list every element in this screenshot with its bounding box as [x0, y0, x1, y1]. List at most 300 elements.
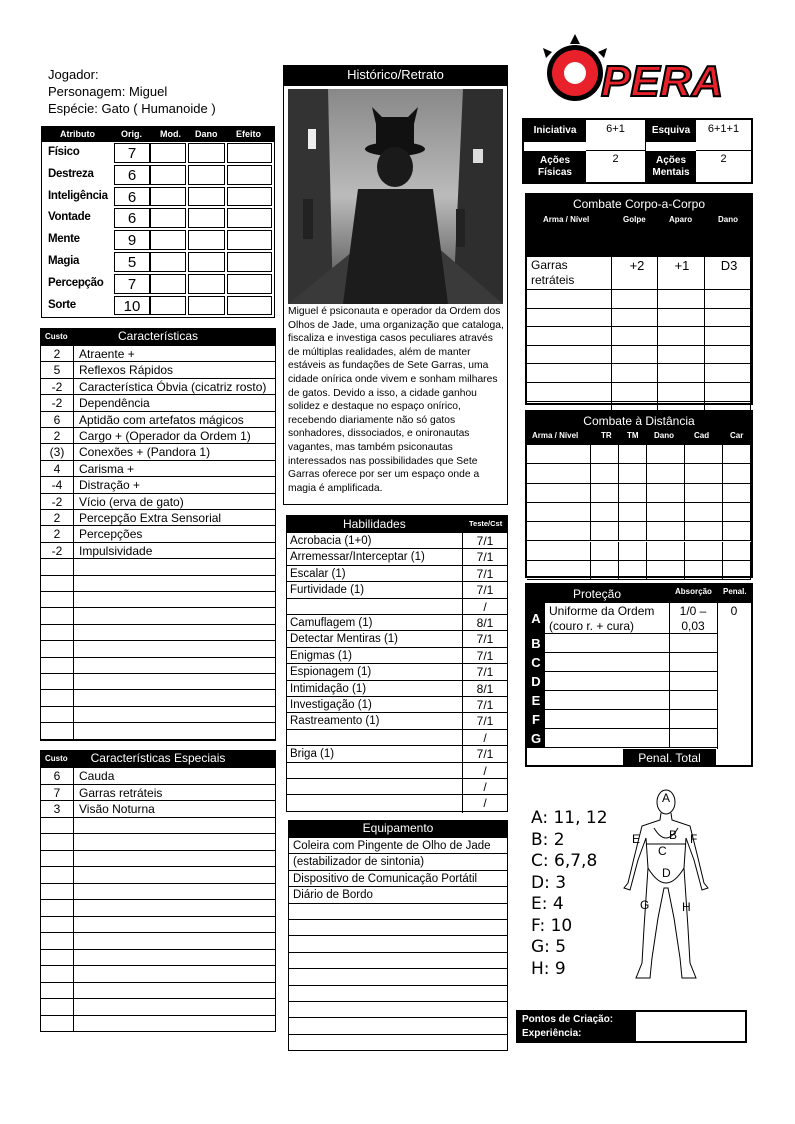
ranged-cell[interactable]: [647, 445, 685, 464]
skill-value: 7/1: [476, 747, 494, 762]
skill-value: 8/1: [476, 681, 494, 696]
skill-value: /: [483, 730, 487, 745]
skill-row[interactable]: [287, 697, 507, 713]
ranged-h-cad: Cad: [694, 431, 710, 440]
attribute-orig[interactable]: 9: [114, 230, 150, 250]
skill-value: /: [483, 780, 487, 794]
ranged-cell[interactable]: [647, 464, 685, 483]
melee-cell[interactable]: [527, 327, 612, 346]
list-item[interactable]: [41, 966, 275, 983]
ranged-cell[interactable]: [591, 445, 619, 464]
attribute-mod[interactable]: [150, 165, 186, 185]
list-item[interactable]: [41, 641, 275, 657]
ranged-cell[interactable]: [685, 542, 723, 561]
equipment-row[interactable]: [289, 887, 507, 903]
list-item[interactable]: [41, 625, 275, 641]
attribute-efeito[interactable]: [227, 274, 272, 294]
attribute-name: Vontade: [48, 211, 91, 224]
skills-list: [286, 532, 508, 812]
skill-row[interactable]: [287, 599, 507, 615]
character-name[interactable]: Miguel: [128, 84, 168, 99]
list-item[interactable]: [41, 362, 275, 378]
melee-weapon[interactable]: Garras retráteis: [531, 258, 575, 287]
iniciativa-value[interactable]: 6+1: [586, 120, 646, 151]
portrait-image: [288, 89, 503, 304]
melee-cell[interactable]: [612, 257, 658, 290]
item-name: Cargo + (Operador da Ordem 1): [79, 429, 251, 443]
melee-cell[interactable]: [612, 327, 658, 346]
melee-cell[interactable]: [705, 346, 751, 365]
item-name: Garras retráteis: [79, 785, 163, 800]
list-item[interactable]: [41, 658, 275, 674]
list-item[interactable]: [41, 1016, 275, 1033]
attribute-name: Mente: [48, 233, 80, 246]
esquiva-value[interactable]: 6+1+1: [696, 120, 751, 151]
ranged-cell[interactable]: [723, 542, 751, 561]
attribute-mod[interactable]: [150, 274, 186, 294]
skill-value: 7/1: [476, 583, 494, 598]
equipment-row[interactable]: [289, 871, 507, 887]
ranged-cell[interactable]: [647, 503, 685, 522]
list-item[interactable]: [41, 674, 275, 690]
character-line: [48, 83, 216, 100]
skill-row[interactable]: [287, 763, 507, 779]
ranged-cell[interactable]: [685, 464, 723, 483]
skill-row[interactable]: [287, 681, 507, 697]
item-name: Distração +: [79, 478, 141, 493]
ranged-cell[interactable]: [619, 542, 647, 561]
list-item[interactable]: [41, 412, 275, 428]
melee-golpe[interactable]: +2: [629, 258, 645, 273]
equipment-row[interactable]: [289, 986, 507, 1002]
skill-row[interactable]: [287, 615, 507, 631]
hit-locations: [531, 808, 608, 980]
ranged-cell[interactable]: [527, 542, 591, 561]
skill-value: 7/1: [476, 698, 494, 712]
ranged-cell[interactable]: [647, 522, 685, 541]
points-value-field[interactable]: [636, 1012, 745, 1041]
melee-cell[interactable]: [527, 383, 612, 402]
ranged-cell[interactable]: [685, 445, 723, 464]
attribute-efeito[interactable]: [227, 165, 272, 185]
list-item[interactable]: [41, 510, 275, 526]
attribute-mod[interactable]: [150, 208, 186, 228]
protection-abs-cell[interactable]: [669, 710, 717, 729]
attribute-efeito[interactable]: [227, 252, 272, 272]
hit-location-line: D: 3: [531, 872, 567, 893]
hit-location-line: H: 9: [531, 958, 566, 979]
attribute-name: Destreza: [48, 167, 94, 180]
list-item[interactable]: [41, 785, 275, 802]
melee-cell[interactable]: [658, 383, 705, 402]
melee-cell[interactable]: [527, 346, 612, 365]
penal-total-label: Penal. Total: [623, 749, 716, 767]
attribute-orig[interactable]: 6: [114, 208, 150, 228]
melee-cell[interactable]: [705, 290, 751, 309]
ranged-cell[interactable]: [685, 503, 723, 522]
skill-name: Furtividade (1): [290, 584, 365, 597]
protection-abs-cell[interactable]: [669, 653, 717, 672]
protection-abs[interactable]: 1/0 – 0,03: [679, 604, 707, 633]
melee-cell[interactable]: [658, 327, 705, 346]
attribute-orig[interactable]: 6: [114, 165, 150, 185]
item-name: Carisma +: [79, 461, 135, 476]
ranged-cell[interactable]: [685, 561, 723, 580]
attribute-dano[interactable]: [188, 165, 225, 185]
ranged-cell[interactable]: [527, 484, 591, 503]
skill-row[interactable]: [287, 664, 507, 680]
list-item[interactable]: [41, 543, 275, 559]
ranged-cell[interactable]: [723, 503, 751, 522]
ranged-cell[interactable]: [619, 522, 647, 541]
species-value[interactable]: Gato ( Humanoide ): [101, 101, 216, 116]
equipment-row[interactable]: [289, 854, 507, 870]
skill-row[interactable]: [287, 713, 507, 729]
equipment-row[interactable]: [289, 953, 507, 969]
protection-cell[interactable]: [545, 672, 669, 691]
char-cost-label: Custo: [45, 332, 68, 341]
skill-name: Arremessar/Interceptar (1): [290, 551, 425, 564]
ranged-cell[interactable]: [723, 561, 751, 580]
skill-value: 7/1: [476, 665, 494, 680]
melee-cell[interactable]: [705, 257, 751, 290]
attribute-efeito[interactable]: [227, 296, 272, 316]
list-item[interactable]: [41, 395, 275, 411]
ranged-box: [525, 410, 753, 578]
ranged-cell[interactable]: [591, 561, 619, 580]
protection-letter: A: [527, 603, 545, 634]
list-item[interactable]: [41, 834, 275, 851]
melee-cell[interactable]: [658, 257, 705, 290]
ranged-h-car: Car: [730, 431, 744, 440]
list-item[interactable]: [41, 461, 275, 477]
ranged-cell[interactable]: [619, 484, 647, 503]
skills-test-label: Teste/Cst: [469, 519, 503, 528]
list-item[interactable]: [41, 494, 275, 510]
skill-name: Espionagem (1): [290, 666, 372, 679]
list-item[interactable]: [41, 999, 275, 1016]
attribute-dano[interactable]: [188, 187, 225, 207]
protection-item[interactable]: Uniforme da Ordem (couro r. + cura): [549, 604, 655, 633]
hit-location-line: E: 4: [531, 894, 564, 914]
item-cost: 2: [53, 347, 61, 361]
ranged-cell[interactable]: [591, 542, 619, 561]
ranged-cell[interactable]: [619, 503, 647, 522]
list-item[interactable]: [41, 723, 275, 739]
skill-row[interactable]: [287, 631, 507, 647]
melee-cell[interactable]: [705, 364, 751, 383]
equipment-row[interactable]: [289, 1018, 507, 1034]
ranged-cell[interactable]: [723, 484, 751, 503]
item-name: Conexões + (Pandora 1): [79, 445, 211, 460]
melee-cell[interactable]: [527, 364, 612, 383]
item-name: Reflexos Rápidos: [79, 363, 174, 378]
list-item[interactable]: [41, 801, 275, 818]
attribute-name: Físico: [48, 146, 80, 158]
protection-letter: C: [527, 653, 545, 672]
ranged-title: Combate à Distância: [583, 414, 695, 428]
attr-header-mod: Mod.: [160, 129, 181, 139]
acoes-mentais-value[interactable]: 2: [720, 153, 727, 165]
ranged-cell[interactable]: [685, 522, 723, 541]
attribute-orig[interactable]: 7: [114, 274, 150, 294]
ranged-h-dano: Dano: [654, 431, 674, 440]
ranged-cell[interactable]: [591, 503, 619, 522]
protection-box: [525, 583, 753, 767]
list-item[interactable]: [41, 917, 275, 934]
skill-name: Briga (1): [290, 748, 335, 761]
attributes-table: [41, 126, 275, 318]
attribute-mod[interactable]: [150, 296, 186, 316]
skill-row[interactable]: [287, 566, 507, 582]
list-item[interactable]: [41, 608, 275, 624]
list-item[interactable]: [41, 526, 275, 542]
ranged-cell[interactable]: [527, 445, 591, 464]
attribute-dano[interactable]: [188, 252, 225, 272]
melee-cell[interactable]: [658, 290, 705, 309]
melee-cell[interactable]: [612, 346, 658, 365]
history-text[interactable]: Miguel é psiconauta e operador da Ordem dos Olhos de Jade, uma organização que cataloga, fiscaliza e investiga casos peculiares através de múltiplas realidades, além de manter estáveis as fundações de Sete Garras, uma cidade onírica onde vivem e sonham milhares de gatos. Devido a isso, a cidade ganhou solidez e destaque no espaço onírico, recebendo diariamente não só gatos sonhadores, dissociados, e onironautas vagantes, mas também psiconautas interessados nas possibilidades que Sete Garras oferece por ser um espaço onde a magia é amplificada.: [288, 306, 504, 494]
protection-abs-cell[interactable]: [669, 603, 717, 634]
ranged-cell[interactable]: [591, 464, 619, 483]
item-name: Impulsividade: [79, 543, 153, 558]
item-cost: 4: [53, 461, 61, 476]
ranged-cell[interactable]: [647, 542, 685, 561]
equipment-row[interactable]: [289, 1035, 507, 1051]
characteristics-header: [40, 328, 276, 345]
figure-letter: D: [662, 866, 671, 880]
protection-pen[interactable]: 0: [730, 604, 738, 618]
item-cost: -2: [51, 396, 63, 411]
item-name: Percepção Extra Sensorial: [79, 511, 222, 525]
equipment-row[interactable]: [289, 904, 507, 920]
ranged-cell[interactable]: [527, 503, 591, 522]
attribute-dano[interactable]: [188, 230, 225, 250]
points-box: [516, 1010, 747, 1043]
ranged-cell[interactable]: [647, 561, 685, 580]
history-header: Histórico/Retrato: [283, 65, 508, 85]
equipment-item: Dispositivo de Comunicação Portátil: [293, 872, 478, 885]
equipment-row[interactable]: [289, 1002, 507, 1018]
list-item[interactable]: [41, 707, 275, 723]
melee-h-golpe: Golpe: [623, 215, 646, 224]
protection-cell[interactable]: [545, 603, 669, 634]
item-cost: 6: [53, 412, 61, 427]
protection-abs-cell[interactable]: [669, 672, 717, 691]
list-item[interactable]: [41, 559, 275, 575]
equipment-row[interactable]: [289, 969, 507, 985]
item-name: Característica Óbvia (cicatriz rosto): [79, 379, 267, 394]
skill-row[interactable]: [287, 779, 507, 795]
special-title: Características Especiais: [90, 751, 226, 765]
protection-abs-cell[interactable]: [669, 691, 717, 710]
melee-cell[interactable]: [527, 309, 612, 328]
melee-aparo[interactable]: +1: [674, 258, 690, 273]
iniciativa-label: Iniciativa: [524, 120, 586, 142]
attribute-orig[interactable]: 10: [114, 296, 150, 316]
attribute-dano[interactable]: [188, 208, 225, 228]
attribute-orig[interactable]: 6: [114, 187, 150, 207]
melee-cell[interactable]: [527, 290, 612, 309]
melee-box: [525, 193, 753, 405]
melee-cell[interactable]: [658, 346, 705, 365]
attribute-efeito[interactable]: [227, 208, 272, 228]
skill-value: 7/1: [476, 566, 494, 581]
equipment-row[interactable]: [289, 920, 507, 936]
skill-row[interactable]: [287, 746, 507, 762]
list-item[interactable]: [41, 592, 275, 608]
skill-name: Detectar Mentiras (1): [290, 633, 399, 646]
attribute-dano[interactable]: [188, 274, 225, 294]
skill-row[interactable]: [287, 730, 507, 746]
list-item[interactable]: [41, 477, 275, 493]
protection-letter: G: [527, 729, 545, 748]
protection-abs-label: Absorção: [675, 587, 712, 596]
melee-cell[interactable]: [658, 309, 705, 328]
acoes-fisicas-value[interactable]: 2: [586, 151, 646, 182]
melee-cell[interactable]: [527, 257, 612, 290]
protection-cell[interactable]: [545, 729, 669, 748]
ranged-cell[interactable]: [723, 464, 751, 483]
protection-abs-cell[interactable]: [669, 634, 717, 653]
attribute-name: Magia: [48, 255, 80, 267]
attribute-mod[interactable]: [150, 252, 186, 272]
protection-letter: D: [527, 672, 545, 691]
attribute-efeito[interactable]: [227, 187, 272, 207]
protection-cell[interactable]: [545, 691, 669, 710]
skill-value: /: [483, 763, 487, 778]
melee-cell[interactable]: [612, 364, 658, 383]
special-list: [40, 767, 276, 1032]
item-cost: (3): [49, 445, 65, 460]
list-item[interactable]: [41, 379, 275, 395]
melee-cell[interactable]: [705, 383, 751, 402]
special-header: [40, 750, 276, 767]
attribute-efeito[interactable]: [227, 230, 272, 250]
item-cost: -2: [51, 494, 63, 509]
melee-cell[interactable]: [612, 309, 658, 328]
skill-row[interactable]: [287, 549, 507, 565]
list-item[interactable]: [41, 867, 275, 884]
player-label: Jogador:: [48, 67, 99, 82]
skill-row[interactable]: [287, 795, 507, 811]
ranged-cell[interactable]: [591, 484, 619, 503]
attr-header-efeito: Efeito: [236, 129, 262, 139]
list-item[interactable]: [41, 884, 275, 901]
equipment-header: Equipamento: [288, 820, 508, 837]
figure-letter: H: [682, 900, 691, 914]
list-item[interactable]: [41, 576, 275, 592]
ranged-cell[interactable]: [647, 484, 685, 503]
list-item[interactable]: [41, 690, 275, 706]
skills-title: Habilidades: [343, 517, 406, 531]
equipment-row[interactable]: [289, 936, 507, 952]
skill-name: Acrobacia (1+0): [290, 535, 372, 547]
melee-cell[interactable]: [612, 290, 658, 309]
ranged-cell[interactable]: [527, 464, 591, 483]
list-item[interactable]: [41, 428, 275, 444]
ranged-cell[interactable]: [619, 445, 647, 464]
ranged-cell[interactable]: [723, 445, 751, 464]
ranged-cell[interactable]: [619, 464, 647, 483]
protection-letter: E: [527, 691, 545, 710]
skill-row[interactable]: [287, 533, 507, 549]
list-item[interactable]: [41, 768, 275, 785]
skill-value: 7/1: [476, 632, 494, 647]
skill-name: Enigmas (1): [290, 649, 352, 662]
protection-cell[interactable]: [545, 634, 669, 653]
attribute-orig[interactable]: 7: [114, 143, 150, 163]
opera-logo: [528, 30, 753, 105]
ranged-cell[interactable]: [591, 522, 619, 541]
list-item[interactable]: [41, 851, 275, 868]
skill-value: 8/1: [476, 616, 494, 630]
attr-header-name: Atributo: [60, 129, 95, 139]
melee-cell[interactable]: [705, 327, 751, 346]
list-item[interactable]: [41, 818, 275, 835]
history-box: [283, 85, 508, 505]
list-item[interactable]: [41, 444, 275, 460]
list-item[interactable]: [41, 950, 275, 967]
item-cost: 5: [53, 363, 61, 378]
equipment-row[interactable]: [289, 838, 507, 854]
ranged-cell[interactable]: [527, 561, 591, 580]
list-item[interactable]: [41, 933, 275, 950]
attribute-mod[interactable]: [150, 143, 186, 163]
skill-name: Escalar (1): [290, 567, 346, 580]
ranged-cell[interactable]: [723, 522, 751, 541]
attribute-dano[interactable]: [188, 296, 225, 316]
melee-dano[interactable]: D3: [720, 258, 738, 273]
melee-cell[interactable]: [658, 364, 705, 383]
ranged-cell[interactable]: [527, 522, 591, 541]
skill-row[interactable]: [287, 582, 507, 598]
skill-row[interactable]: [287, 648, 507, 664]
list-item[interactable]: [41, 900, 275, 917]
ranged-cell[interactable]: [685, 484, 723, 503]
melee-title: Combate Corpo-a-Corpo: [572, 197, 706, 211]
protection-cell[interactable]: [545, 653, 669, 672]
melee-h-dano: Dano: [718, 215, 738, 224]
acoes-mentais-label: Ações Mentais: [646, 151, 696, 182]
attribute-dano[interactable]: [188, 143, 225, 163]
protection-abs-cell[interactable]: [669, 729, 717, 748]
attribute-orig[interactable]: 5: [114, 252, 150, 272]
protection-letter: F: [527, 710, 545, 729]
list-item[interactable]: [41, 346, 275, 362]
acoes-fisicas-label: Ações Físicas: [524, 151, 586, 182]
special-cost-label: Custo: [45, 754, 68, 763]
melee-cell[interactable]: [612, 383, 658, 402]
char-title: Características: [117, 329, 199, 343]
hit-location-line: A: 11, 12: [531, 808, 608, 828]
attribute-efeito[interactable]: [227, 143, 272, 163]
protection-cell[interactable]: [545, 710, 669, 729]
melee-cell[interactable]: [705, 309, 751, 328]
ranged-cell[interactable]: [619, 561, 647, 580]
figure-letter: B: [669, 828, 678, 842]
attribute-mod[interactable]: [150, 230, 186, 250]
hit-location-line: C: 6,7,8: [531, 851, 598, 871]
item-cost: 2: [53, 527, 61, 542]
list-item[interactable]: [41, 983, 275, 1000]
item-cost: 2: [53, 429, 61, 443]
figure-letter: E: [632, 832, 641, 846]
item-name: Vício (erva de gato): [79, 494, 184, 509]
character-label: Personagem:: [48, 84, 126, 99]
figure-letter: A: [662, 791, 671, 805]
attribute-mod[interactable]: [150, 187, 186, 207]
